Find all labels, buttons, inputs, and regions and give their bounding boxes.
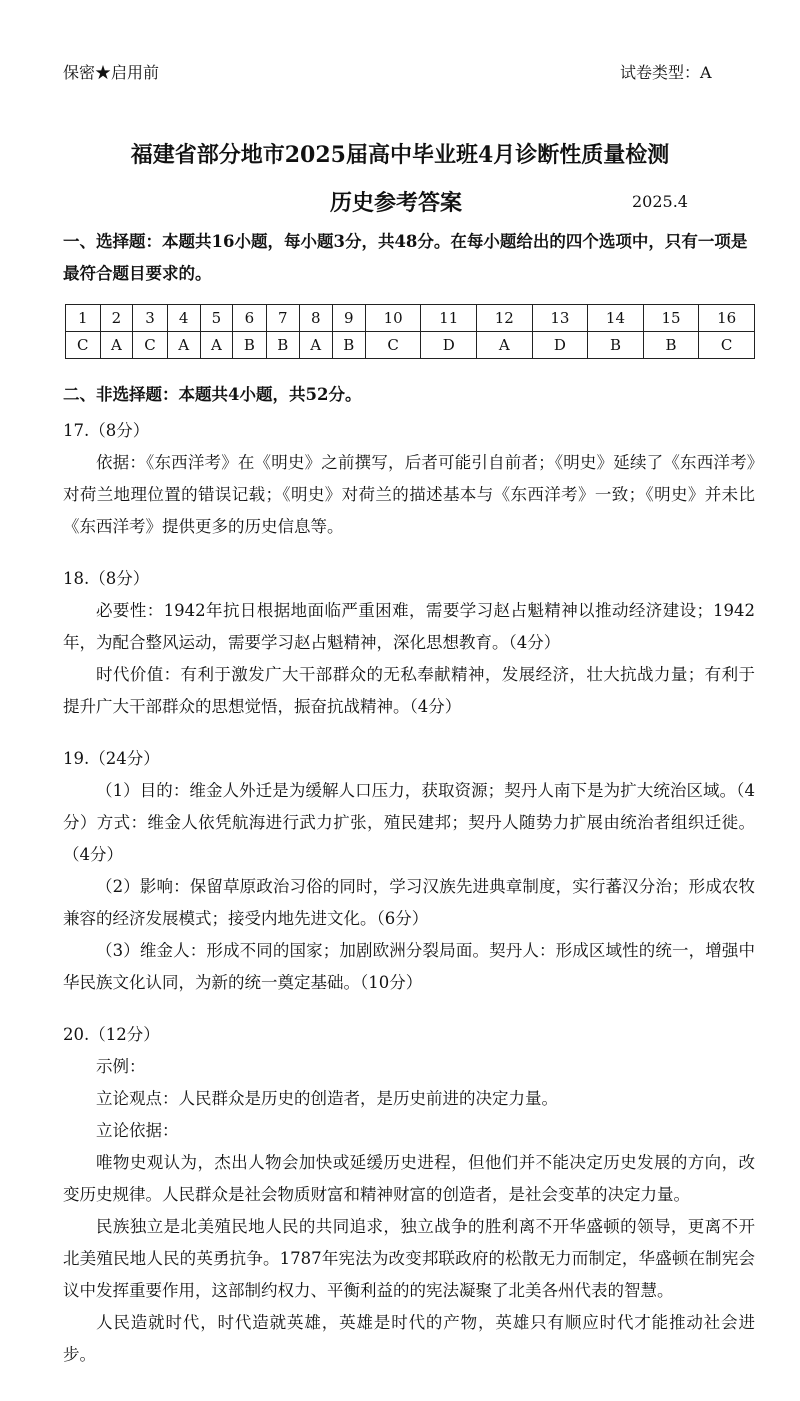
answer-paragraph: 民族独立是北美殖民地人民的共同追求，独立战争的胜利离不开华盛顿的领导，更离不开北美殖民地人民的英勇抗争。1787年宪法为改变邦联政府的松散无力而制定，华盛顿在制宪会议中发挥重要作用，这部制约权力、平衡利益的的宪法凝聚了北美各州代表的智慧。 xyxy=(63,1217,755,1300)
document-title: 福建省部分地市2025届高中毕业班4月诊断性质量检测 xyxy=(130,142,670,168)
question-number-cell: 10 xyxy=(365,305,421,332)
paper-type-label: 试卷类型：A xyxy=(620,63,712,82)
answer-cell: A xyxy=(200,332,233,359)
question-number-cell: 9 xyxy=(332,305,365,332)
document-date: 2025.4 xyxy=(632,192,688,211)
answer-cell: A xyxy=(477,332,533,359)
document-subtitle: 历史参考答案 xyxy=(330,190,463,216)
answer-paragraph: 立论依据： xyxy=(96,1121,179,1140)
answer-cell: B xyxy=(266,332,299,359)
answer-table xyxy=(65,304,755,359)
question-number-cell: 2 xyxy=(100,305,133,332)
section2-heading: 二、非选择题：本题共4小题，共52分。 xyxy=(63,385,362,404)
question-18 xyxy=(63,563,755,723)
question-number-cell: 6 xyxy=(233,305,266,332)
answer-paragraph: （2）影响：保留草原政治习俗的同时，学习汉族先进典章制度，实行蕃汉分治；形成农牧兼容的经济发展模式；接受内地先进文化。（6分） xyxy=(63,877,755,928)
answer-paragraph: 示例： xyxy=(96,1057,146,1076)
answer-paragraph: 立论观点：人民群众是历史的创造者，是历史前进的决定力量。 xyxy=(96,1089,558,1108)
answer-cell: D xyxy=(421,332,477,359)
question-label: 18.（8分） xyxy=(63,569,150,588)
question-label: 19.（24分） xyxy=(63,749,160,768)
answer-cell: C xyxy=(365,332,421,359)
section1-heading: 一、选择题：本题共16小题，每小题3分，共48分。在每小题给出的四个选项中，只有一项是最符合题目要求的。 xyxy=(63,232,748,283)
question-number-cell: 1 xyxy=(66,305,101,332)
question-label: 20.（12分） xyxy=(63,1025,160,1044)
question-number-cell: 7 xyxy=(266,305,299,332)
answer-cell: B xyxy=(233,332,266,359)
question-number-cell: 4 xyxy=(167,305,200,332)
question-number-cell: 12 xyxy=(477,305,533,332)
question-number-cell: 5 xyxy=(200,305,233,332)
confidential-label: 保密★启用前 xyxy=(63,63,160,82)
question-17 xyxy=(63,415,755,543)
answer-paragraph: 人民造就时代，时代造就英雄，英雄是时代的产物，英雄只有顺应时代才能推动社会进步。 xyxy=(63,1313,755,1364)
question-19 xyxy=(63,743,755,999)
question-number-cell: 11 xyxy=(421,305,477,332)
answer-cell: A xyxy=(167,332,200,359)
answer-paragraph: 唯物史观认为，杰出人物会加快或延缓历史进程，但他们并不能决定历史发展的方向，改变历史规律。人民群众是社会物质财富和精神财富的创造者，是社会变革的决定力量。 xyxy=(63,1153,755,1204)
answer-paragraph: 时代价值：有利于激发广大干部群众的无私奉献精神，发展经济，壮大抗战力量；有利于提升广大干部群众的思想觉悟，振奋抗战精神。（4分） xyxy=(63,665,755,716)
question-number-cell: 16 xyxy=(699,305,755,332)
answer-paragraph: （1）目的：维金人外迁是为缓解人口压力，获取资源；契丹人南下是为扩大统治区域。（4分）方式：维金人依凭航海进行武力扩张，殖民建邦；契丹人随势力扩展由统治者组织迁徙。（4分） xyxy=(63,781,755,864)
question-number-cell: 13 xyxy=(532,305,588,332)
answer-paragraph: （3）维金人：形成不同的国家；加剧欧洲分裂局面。契丹人：形成区域性的统一，增强中华民族文化认同，为新的统一奠定基础。（10分） xyxy=(63,941,755,992)
answer-cell: C xyxy=(133,332,168,359)
answer-cell: D xyxy=(532,332,588,359)
answer-paragraph: 依据：《东西洋考》在《明史》之前撰写，后者可能引自前者；《明史》延续了《东西洋考》对荷兰地理位置的错误记载；《明史》对荷兰的描述基本与《东西洋考》一致；《明史》并未比《东西洋考》提供更多的历史信息等。 xyxy=(63,453,755,536)
question-number-row xyxy=(66,305,755,332)
answer-row xyxy=(66,332,755,359)
question-20 xyxy=(63,1019,755,1371)
answer-cell: B xyxy=(332,332,365,359)
answer-paragraph: 必要性：1942年抗日根据地面临严重困难，需要学习赵占魁精神以推动经济建设；1942年，为配合整风运动，需要学习赵占魁精神，深化思想教育。（4分） xyxy=(63,601,755,652)
answer-cell: A xyxy=(299,332,332,359)
question-number-cell: 3 xyxy=(133,305,168,332)
document-body xyxy=(63,226,755,1371)
answer-cell: C xyxy=(699,332,755,359)
answer-cell: C xyxy=(66,332,101,359)
answer-cell: B xyxy=(643,332,699,359)
question-number-cell: 15 xyxy=(643,305,699,332)
question-label: 17.（8分） xyxy=(63,421,150,440)
question-number-cell: 14 xyxy=(588,305,644,332)
answer-cell: B xyxy=(588,332,644,359)
answer-cell: A xyxy=(100,332,133,359)
question-number-cell: 8 xyxy=(299,305,332,332)
